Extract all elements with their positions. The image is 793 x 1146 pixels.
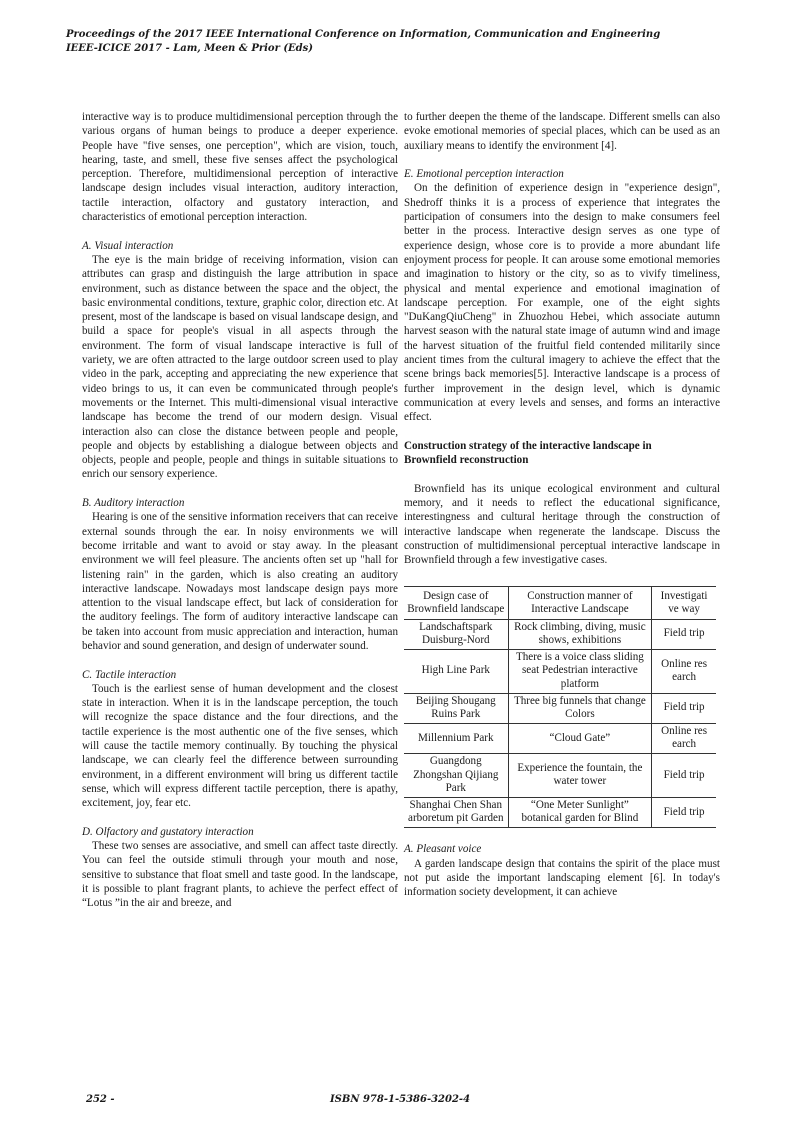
heading-emotional-perception: E. Emotional perception interaction <box>404 168 564 181</box>
paragraph-olfactory-gustatory: These two senses are associative, and smell can affect taste directly. You can feel the outside stimuli through your mouth and nose, sensitive to substance that float smell and taste good. In the landscape, it is possible to plant fragrant plants, to achieve the perfect effect of “Lotus ”in the air and breeze, and <box>82 840 398 910</box>
table-cell: Experience the fountain, the water tower <box>508 754 652 798</box>
paragraph-pleasant-voice: A garden landscape design that contains the spirit of the place must not put aside the important landscaping element [6]. In today's information society development, it can achieve <box>404 857 720 899</box>
table-row <box>404 619 716 649</box>
table-header-cell: Design case of Brownfield landscape <box>404 586 508 619</box>
paragraph-tactile-interaction: Touch is the earliest sense of human development and the closest state in interaction. When it is in the landscape perception, the touch will recognize the space distance and the four directions, and the tactile experience is the most authentic one of the five senses, which will cause the tactile memory continually. By touching the physical landscape, we can clearly feel the difference between surrounding environment, in a different environment will bring us different tactile sense, which will express different tactile perception, there is apathy, excitement, joy, fear etc. <box>82 682 398 810</box>
table-cell: Guangdong Zhongshan Qijiang Park <box>404 754 508 798</box>
heading-pleasant-voice: A. Pleasant voice <box>404 843 482 856</box>
right-column <box>404 110 720 899</box>
left-column <box>82 110 398 911</box>
table-cell: “Cloud Gate” <box>508 723 652 753</box>
table-cell: High Line Park <box>404 649 508 693</box>
page-number: 252 - <box>86 1094 115 1105</box>
table-cell: There is a voice class sliding seat Pedestrian interactive platform <box>508 649 652 693</box>
table-row <box>404 797 716 827</box>
intro-paragraph: interactive way is to produce multidimensional perception through the various organs of human beings to produce a deeper experience. People have "five senses, one perception", which are vision, touch, hearing, taste, and smell, these five senses affect the psychological perception. Therefore, multidimensional perception of interactive landscape design includes visual interaction, auditory interaction, tactile interaction, olfactory and gustatory interaction, and characteristics of emotional perception interaction. <box>82 111 398 224</box>
table-cell: Field trip <box>652 693 716 723</box>
paragraph-brownfield-intro: Brownfield has its unique ecological environment and cultural memory, and it needs to reflect the educational significance, interestingness and cultural heritage through the construction of interactive landscape when regenerate the landscape. Discuss the construction of multidimensional perceptual interactive landscape in Brownfield through a few investigative cases. <box>404 482 720 567</box>
table-cell: Three big funnels that change Colors <box>508 693 652 723</box>
paragraph-auditory-interaction: Hearing is one of the sensitive information receivers that can receive external sounds through the ear. In noisy environments we will become irritable and want to avoid or stay away. In the pleasant environment we will feel pleasure. The ancients often set up "hall for listening rain" in the garden, which is also creating an auditory interactive landscape. Nowadays most landscape design pays more attention to the visual landscape effect, but lack of consideration for the auditory feelings. The form of auditory interactive landscape can be taken into account from music appreciation and interaction, human behavior and sound generation, and design of underwater sound. <box>82 511 398 652</box>
continuation-paragraph: to further deepen the theme of the landscape. Different smells can also evoke emotional memories of special places, which can be used as an auxiliary means to identify the environment [4]. <box>404 111 720 152</box>
table-row <box>404 754 716 798</box>
table-cell: Landschaftspark Duisburg-Nord <box>404 619 508 649</box>
table-row <box>404 693 716 723</box>
running-header <box>66 28 660 56</box>
isbn-footer: ISBN 978-1-5386-3202-4 <box>330 1094 471 1105</box>
table-cell: Online res earch <box>652 649 716 693</box>
table-row <box>404 723 716 753</box>
heading-auditory-interaction: B. Auditory interaction <box>82 497 185 510</box>
header-editors-line: IEEE-ICICE 2017 - Lam, Meen & Prior (Eds) <box>66 43 314 54</box>
section-title <box>404 439 720 468</box>
table-cell: “One Meter Sunlight” botanical garden for Blind <box>508 797 652 827</box>
table-cell: Shanghai Chen Shan arboretum pit Garden <box>404 797 508 827</box>
heading-visual-interaction: A. Visual interaction <box>82 239 174 252</box>
table-cell: Field trip <box>652 797 716 827</box>
table-header-cell: Construction manner of Interactive Landscape <box>508 586 652 619</box>
table-row <box>404 649 716 693</box>
paragraph-emotional-perception: On the definition of experience design in "experience design", Shedroff thinks it is a process of experience that integrates the participation of consumers into the design to make consumers feel better in the process. Interactive design serves as one type of experience design, whose core is to provide a more abundant life enjoyment process for people. It can arouse some emotional memories and imagination to history or the city, so as to vivify timeliness, physical and mental experience and emotional imagination of landscape perception. For example, one of the eight sights "DuKangQiuCheng" in Zhuozhou Hebei, which associate autumn harvest season with the natural state image of autumn wind and image the harvest situation of the fruitful field contended militarily since ancient times from the cultural imagery to achieve the effect that the scene brings back memories[5]. Interactive landscape is a process of further improvement in the design level, which is dynamic communication at every levels and senses, and forms an interactive effect. <box>404 182 720 424</box>
header-proceedings-line: Proceedings of the 2017 IEEE International Conference on Information, Communication and Engineering <box>66 29 661 40</box>
paragraph-visual-interaction: The eye is the main bridge of receiving information, vision can attributes can grasp and distinguish the large attribution in space environment, such as distance between the space and the object, the basic environmental conditions, texture, graphic color, direction etc. At present, most of the landscape is based on visual landscape design, and build a space for people's visual in all aspects through the environment. The form of visual landscape interactive is full of variety, we are often attracted to the large outdoor screen used to play video in the park, accepting and appreciating the new experience that video brings to us, it can even be communicated through people's movements or the Internet. This multi-dimensional visual interactive landscape has become the trend of our modern design. Visual interaction also can close the distance between people and people, people and objects by establishing a dialogue between objects and objects, people and people, people and things in suitable situations to enrich our sensory experience. <box>82 253 398 481</box>
brownfield-cases-table <box>404 586 716 829</box>
table-cell: Millennium Park <box>404 723 508 753</box>
table-cell: Rock climbing, diving, music shows, exhibitions <box>508 619 652 649</box>
heading-tactile-interaction: C. Tactile interaction <box>82 668 177 681</box>
section-title-line-1: Construction strategy of the interactive landscape in <box>404 439 652 452</box>
table-cell: Field trip <box>652 619 716 649</box>
table-cell: Field trip <box>652 754 716 798</box>
table-header-row <box>404 586 716 619</box>
table-header-cell: Investigati ve way <box>652 586 716 619</box>
table-cell: Beijing Shougang Ruins Park <box>404 693 508 723</box>
table-cell: Online res earch <box>652 723 716 753</box>
heading-olfactory-gustatory: D. Olfactory and gustatory interaction <box>82 825 254 838</box>
section-title-line-2: Brownfield reconstruction <box>404 454 529 467</box>
